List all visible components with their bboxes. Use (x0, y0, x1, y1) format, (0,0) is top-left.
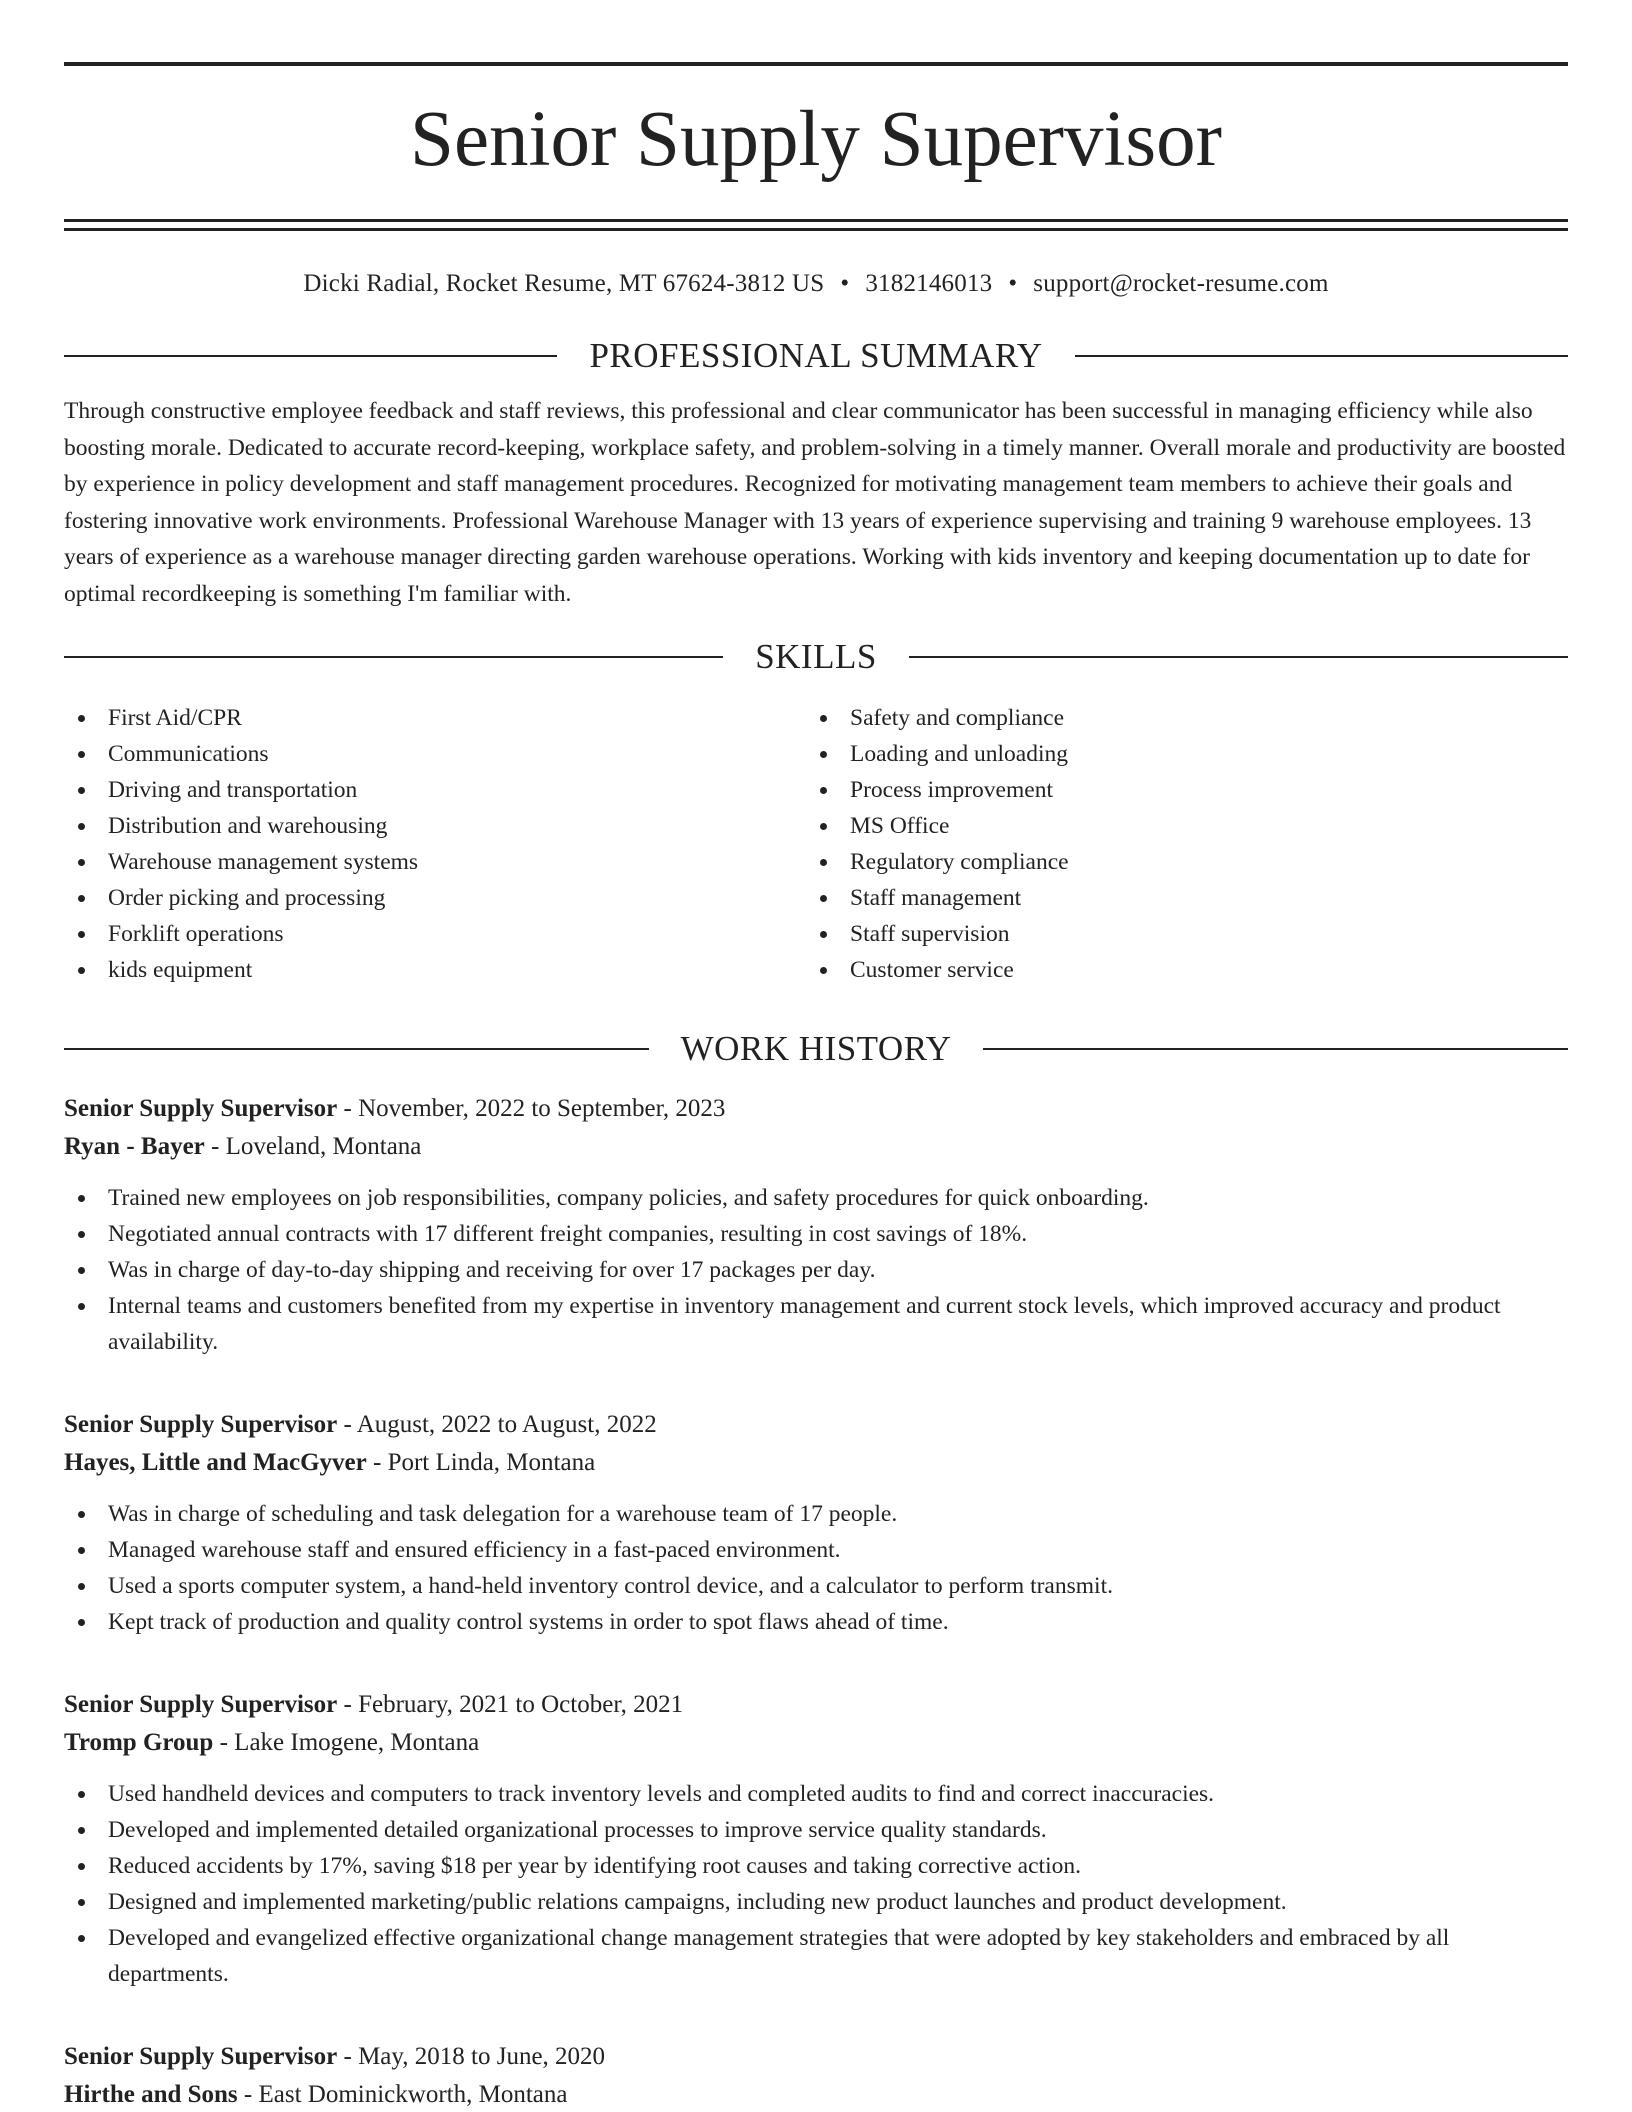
skill-item: Staff supervision (806, 916, 1548, 952)
job-company: Hirthe and Sons (64, 2081, 238, 2108)
job-duty-item: Was in charge of scheduling and task delegation for a warehouse team of 17 people. (64, 1496, 1568, 1532)
contact-phone: 3182146013 (865, 270, 993, 297)
job-dash: - (337, 1095, 359, 1122)
job-title: Senior Supply Supervisor (64, 2043, 338, 2070)
skill-item: Forklift operations (64, 916, 806, 952)
job-duty-item: Developed and implemented detailed organizational processes to improve service quality standards. (64, 1812, 1568, 1848)
job-duty-item: Used a sports computer system, a hand-held inventory control device, and a calculator to perform transmit. (64, 1568, 1568, 1604)
job-company-line (64, 2076, 1568, 2112)
skills-column-right (806, 700, 1548, 988)
summary-heading (64, 335, 1568, 377)
job-location: East Dominickworth, Montana (258, 2081, 568, 2108)
job-company: Hayes, Little and MacGyver (64, 1449, 367, 1476)
job-title: Senior Supply Supervisor (64, 1095, 338, 1122)
job-company-line (64, 1128, 1568, 1166)
job-dates: August, 2022 to August, 2022 (356, 1411, 657, 1438)
top-rule (64, 62, 1568, 66)
job-duty-item: Reduced accidents by 17%, saving $18 per year by identifying root causes and taking corrective action. (64, 1848, 1568, 1884)
job-duty-item: Used handheld devices and computers to track inventory levels and completed audits to find and correct inaccuracies. (64, 1776, 1568, 1812)
contact-info (64, 267, 1568, 301)
contact-address: Dicki Radial, Rocket Resume, MT 67624-3812 US (303, 270, 825, 297)
skill-item: Warehouse management systems (64, 844, 806, 880)
summary-heading-title: PROFESSIONAL SUMMARY (589, 336, 1043, 375)
skill-item: Regulatory compliance (806, 844, 1548, 880)
job-dash: - (337, 2043, 359, 2070)
job-company: Tromp Group (64, 1729, 214, 1756)
skills-column-left (64, 700, 806, 988)
job-duty-item: Internal teams and customers benefited from my expertise in inventory management and current stock levels, which improved accuracy and product availability. (64, 1288, 1568, 1360)
skill-item: Driving and transportation (64, 772, 806, 808)
job-dates: November, 2022 to September, 2023 (358, 1095, 726, 1122)
job-entry (64, 1686, 1568, 1992)
job-company-line (64, 1724, 1568, 1762)
skill-item: Customer service (806, 952, 1548, 988)
work-history-heading (64, 1028, 1568, 1070)
work-history-list (64, 1090, 1568, 2112)
job-company-line (64, 1444, 1568, 1482)
skill-item: First Aid/CPR (64, 700, 806, 736)
job-dates: May, 2018 to June, 2020 (358, 2043, 606, 2070)
job-entry (64, 1406, 1568, 1640)
summary-text: Through constructive employee feedback and staff reviews, this professional and clear communicator has been successful in managing efficiency while also boosting morale. Dedicated to accurate record-keeping, workplace safety, and problem-solving in a timely manner. Overall morale and productivity are boosted by experience in policy development and staff management procedures. Recognized for motivating management team members to achieve their goals and fostering innovative work environments. Professional Warehouse Manager with 13 years of experience supervising and training 9 warehouse employees. 13 years of experience as a warehouse manager directing garden warehouse operations. Working with kids inventory and keeping documentation up to date for optimal recordkeeping is something I'm familiar with. (64, 398, 1566, 607)
job-title: Senior Supply Supervisor (64, 1691, 338, 1718)
skill-item: Communications (64, 736, 806, 772)
job-location: Lake Imogene, Montana (234, 1729, 480, 1756)
job-entry (64, 1090, 1568, 1360)
job-title-line (64, 2038, 1568, 2076)
job-dash: - (213, 1729, 235, 1756)
job-location: Port Linda, Montana (387, 1449, 596, 1476)
job-duties (64, 1496, 1568, 1640)
job-entry (64, 2038, 1568, 2112)
skills-heading-title: SKILLS (755, 637, 877, 676)
job-duty-item: Negotiated annual contracts with 17 different freight companies, resulting in cost savings of 18%. (64, 1216, 1568, 1252)
job-duty-item: Developed and evangelized effective organizational change management strategies that were adopted by key stakeholders and embraced by all departments. (64, 1920, 1568, 1992)
skill-item: Safety and compliance (806, 700, 1548, 736)
job-duties (64, 1776, 1568, 1992)
skill-item: Staff management (806, 880, 1548, 916)
header-double-rule (64, 219, 1568, 231)
job-location: Loveland, Montana (225, 1133, 422, 1160)
skills-heading (64, 636, 1568, 678)
job-duty-item: Kept track of production and quality control systems in order to spot flaws ahead of time. (64, 1604, 1568, 1640)
job-title-line (64, 1406, 1568, 1444)
job-duty-item: Managed warehouse staff and ensured efficiency in a fast-paced environment. (64, 1532, 1568, 1568)
contact-separator: • (1008, 270, 1018, 297)
job-title-line (64, 1090, 1568, 1128)
job-company: Ryan - Bayer (64, 1133, 205, 1160)
resume-name: Senior Supply Supervisor (410, 96, 1222, 183)
job-title: Senior Supply Supervisor (64, 1411, 338, 1438)
skill-item: MS Office (806, 808, 1548, 844)
job-duty-item: Designed and implemented marketing/public relations campaigns, including new product launches and product development. (64, 1884, 1568, 1920)
work-history-heading-title: WORK HISTORY (680, 1029, 952, 1068)
skill-item: Loading and unloading (806, 736, 1548, 772)
contact-email: support@rocket-resume.com (1033, 270, 1329, 297)
job-duties (64, 1180, 1568, 1360)
job-duty-item: Trained new employees on job responsibilities, company policies, and safety procedures for quick onboarding. (64, 1180, 1568, 1216)
skill-item: Process improvement (806, 772, 1548, 808)
contact-separator: • (840, 270, 850, 297)
job-dash: - (237, 2081, 259, 2108)
skill-item: Distribution and warehousing (64, 808, 806, 844)
skills-list (64, 700, 1568, 988)
job-title-line (64, 1686, 1568, 1724)
job-dash: - (366, 1449, 388, 1476)
job-dates: February, 2021 to October, 2021 (358, 1691, 684, 1718)
job-dash: - (337, 1691, 359, 1718)
job-dash: - (204, 1133, 226, 1160)
job-duty-item: Was in charge of day-to-day shipping and receiving for over 17 packages per day. (64, 1252, 1568, 1288)
skill-item: Order picking and processing (64, 880, 806, 916)
job-dash: - (337, 1411, 357, 1438)
skill-item: kids equipment (64, 952, 806, 988)
